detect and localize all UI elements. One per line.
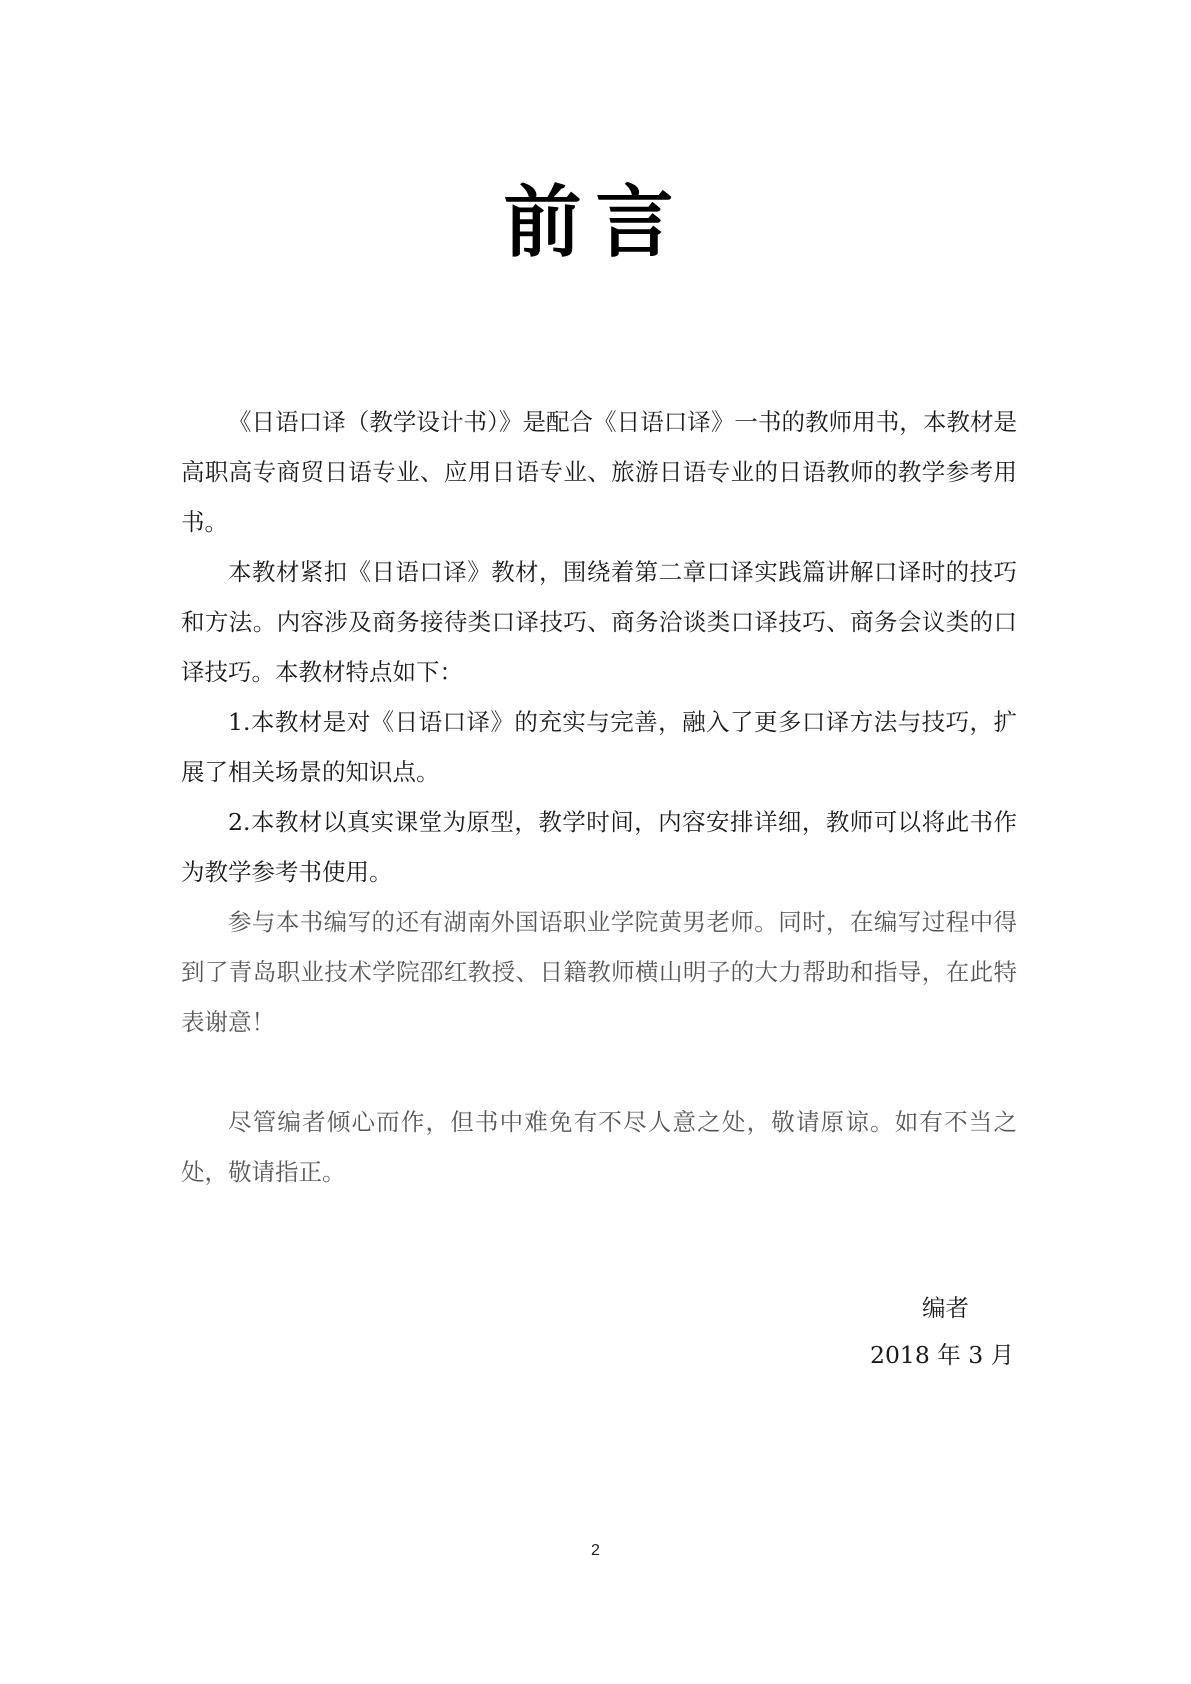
paragraph-intro: 《日语口译（教学设计书）》是配合《日语口译》一书的教师用书，本教材是高职高专商贸日语专业、应用日语专业、旅游日语专业的日语教师的教学参考用书。 [181, 408, 1017, 536]
paragraph-feature-1: 1.本教材是对《日语口译》的充实与完善，融入了更多口译方法与技巧，扩展了相关场景的知识点。 [181, 708, 1017, 786]
signature-author: 编者 [922, 1294, 969, 1322]
signature-date: 2018 年 3 月 [870, 1341, 1015, 1369]
paragraph-spacer [181, 1047, 1017, 1097]
page-title: 前言 [503, 178, 688, 268]
preface-body [181, 397, 1017, 1197]
page-number: 2 [591, 1542, 600, 1559]
paragraph-acknowledgement: 参与本书编写的还有湖南外国语职业学院黄男老师。同时，在编写过程中得到了青岛职业技术学院邵红教授、日籍教师横山明子的大力帮助和指导，在此特表谢意！ [181, 908, 1017, 1036]
paragraph-scope: 本教材紧扣《日语口译》教材，围绕着第二章口译实践篇讲解口译时的技巧和方法。内容涉及商务接待类口译技巧、商务洽谈类口译技巧、商务会议类的口译技巧。本教材特点如下： [181, 558, 1017, 686]
paragraph-feature-2: 2.本教材以真实课堂为原型，教学时间，内容安排详细，教师可以将此书作为教学参考书使用。 [181, 808, 1017, 886]
paragraph-apology: 尽管编者倾心而作，但书中难免有不尽人意之处，敬请原谅。如有不当之处，敬请指正。 [181, 1108, 1017, 1186]
